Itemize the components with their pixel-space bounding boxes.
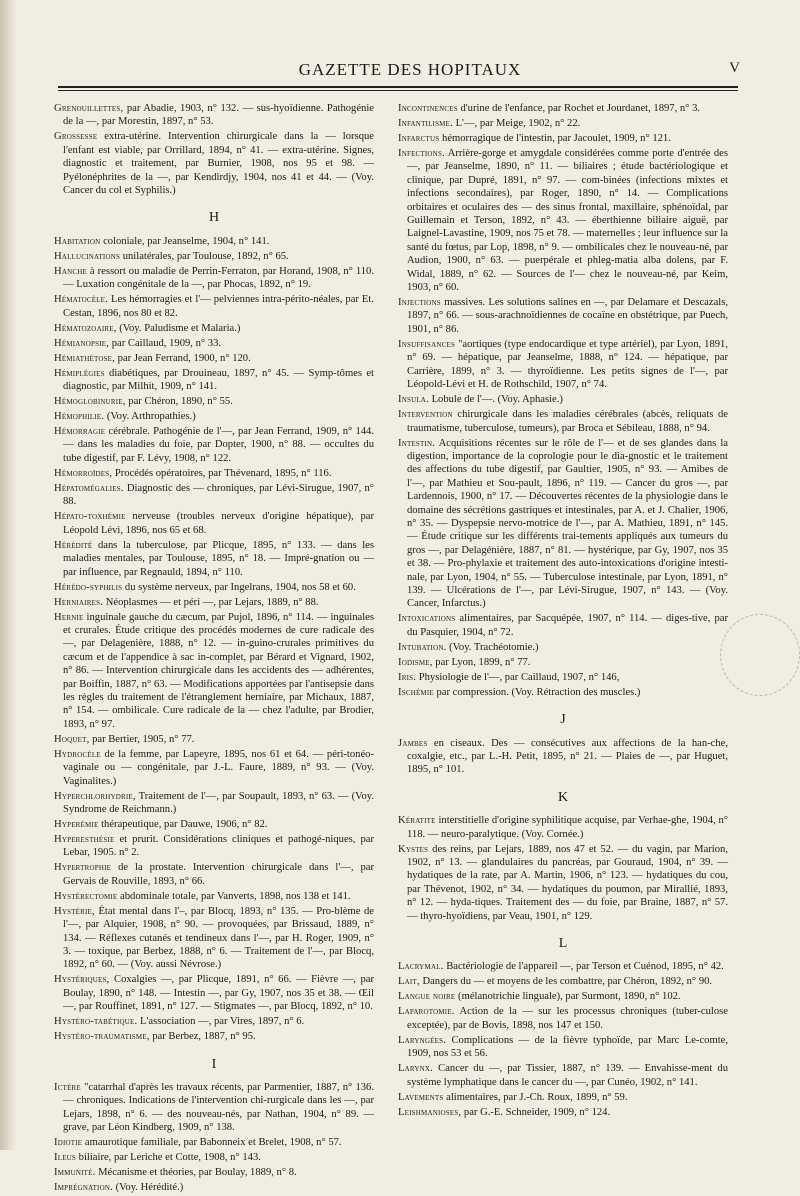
entry-text: abdominale totale, par Vanverts, 1898, nos 138 et 141. — [117, 890, 351, 902]
entry-text: Physiologie de l'—, par Caillaud, 1907, n° 146, — [416, 671, 620, 683]
index-entry — [54, 367, 374, 394]
entry-text: Dangers du — et moyens de les combattre, par Chéron, 1892, n° 90. — [419, 976, 713, 988]
header-rule — [58, 86, 738, 88]
index-entry — [398, 437, 728, 611]
index-entry — [398, 843, 728, 923]
entry-headword: Immunité. — [54, 1167, 96, 1179]
index-entry — [54, 905, 374, 972]
index-entry — [54, 1030, 374, 1043]
page-folio: V — [729, 60, 740, 76]
index-entry — [398, 393, 728, 406]
index-entry — [398, 296, 728, 336]
index-entry — [54, 833, 374, 860]
entry-headword: Iodisme, — [398, 656, 433, 668]
entry-text: Diagnostic des — chroniques, par Lévi-Sirugue, 1907, n° 88. — [63, 482, 374, 508]
left-column — [54, 102, 374, 1196]
entry-headword: Ictère — [54, 1082, 81, 1094]
section-letter: H — [208, 210, 220, 226]
entry-headword: Intubation. — [398, 641, 447, 653]
entry-text: Complications — de la fièvre typhoïde, par Marc Le-comte, 1909, nos 53 et 56. — [407, 1034, 728, 1060]
running-header — [80, 60, 740, 82]
entry-headword: Injections — [398, 297, 441, 309]
entry-headword: Hernie — [54, 611, 84, 623]
index-entry — [54, 352, 374, 365]
entry-text: et prurit. Considérations cliniques et pathogé-niques, par Lebar, 1905. n° 2. — [63, 833, 374, 859]
index-entry — [54, 337, 374, 350]
entry-text: par compression. (Voy. Rétraction des muscles.) — [433, 686, 641, 698]
entry-text: (Voy. Hérédité.) — [112, 1182, 184, 1194]
entry-headword: Hydrocèle — [54, 748, 101, 760]
index-entry — [398, 960, 728, 973]
index-entry — [54, 818, 374, 831]
entry-headword: Habitation — [54, 235, 101, 247]
index-entry — [54, 250, 374, 263]
entry-headword: Jambes — [398, 737, 428, 749]
entry-text: alimentaires, par J.-Ch. Roux, 1899, n° 59. — [443, 1091, 628, 1103]
index-entry — [54, 890, 374, 903]
entry-headword: Infantilisme. — [398, 118, 453, 129]
index-entry — [54, 1166, 374, 1179]
entry-text: par Bertier, 1905, n° 77. — [89, 733, 195, 745]
index-entry — [54, 539, 374, 579]
entry-headword: Iris. — [398, 671, 417, 683]
index-entry — [398, 102, 728, 115]
index-entry — [54, 482, 374, 509]
index-entry — [398, 686, 728, 699]
entry-headword: Herniaires. — [54, 596, 104, 608]
entry-text: par Chéron, 1890, n° 55. — [125, 396, 233, 408]
index-entry — [54, 1015, 374, 1028]
entry-text: unilatérales, par Toulouse, 1892, n° 65. — [120, 250, 289, 262]
entry-text: biliaire, par Leriche et Cotte, 1908, n° 143. — [76, 1152, 261, 1164]
index-entry — [54, 467, 374, 480]
index-entry — [54, 395, 374, 408]
index-entry — [398, 117, 728, 130]
entry-headword: Hémiplégies — [54, 367, 105, 379]
index-entry — [54, 425, 374, 465]
entry-headword: Kystes — [398, 843, 429, 855]
entry-text: Procédés opératoires, par Thévenard, 1895, n° 116. — [112, 467, 332, 479]
entry-headword: Langue noire — [398, 991, 456, 1003]
entry-headword: Laparotomie. — [398, 1006, 455, 1018]
header-rule-thin — [58, 90, 738, 91]
entry-text: par Berbez, 1887, n° 95. — [149, 1031, 256, 1043]
entry-text: Action de la — sur les processus chroniques (tuber-culose exceptée), par de Bovis, 1898, nos 147 et 150. — [407, 1006, 728, 1031]
entry-text: inguinale gauche du cæcum, par Pujol, 1896, n° 114. — inguinales et crurales. Étude critique des procédés modernes de cure radicale des —, par Delagenière, 1888, n° 12. — in-guino-crurales primitives du cæcum et de l'appendice à sac in-complet, par Bérard et Vignard, 1902, n° 86. — Intervention chirurgicale dans les accidents des — adhérentes, par Boiffin, 1887, n° 63. — Modifications apportées par l'antisepsie dans les règles du traitement de l'étranglement herniaire, par Michaux, 1887, n° 154. — ombilicale. Cure radicale de la — chez l'adulte, par Brodier, 1893, n° 97. — [63, 611, 374, 730]
entry-text: du système nerveux, par Ingelrans, 1904, nos 58 et 60. — [122, 581, 356, 593]
entry-headword: Intervention — [398, 409, 453, 421]
index-entry — [398, 612, 728, 639]
entry-text: Traitement de l'—, par Soupault, 1893, n° 63. — (Voy. Syndrome de Reichmann.) — [63, 790, 374, 815]
index-entry — [54, 748, 374, 788]
index-entry — [398, 132, 728, 145]
section-letter: K — [557, 789, 569, 805]
entry-headword: Hématocèle. — [54, 294, 108, 306]
entry-text: (Voy. Trachéotomie.) — [446, 641, 539, 653]
index-entry — [54, 581, 374, 594]
entry-headword: Imprégnation. — [54, 1182, 113, 1194]
entry-text: (Voy. Arthropathies.) — [104, 411, 196, 423]
right-column — [398, 102, 728, 1121]
entry-headword: Hyperémie — [54, 818, 99, 830]
index-entry — [54, 102, 374, 129]
entry-text: en ciseaux. Des — consécutives aux affections de la han-che, coxalgie, etc., par L.-H. Petit, 1895, n° 21. — Plaies de —, par Huguet, 1895, n° 101. — [407, 737, 728, 776]
entry-text: par Abadie, 1903, n° 132. — sus-hyoïdienne. Pathogénie de la —, par Morestin, 1897, n° 53. — [63, 103, 374, 128]
entry-text: Néoplasmes — et péri —, par Lejars, 1889, n° 88. — [103, 596, 319, 608]
entry-headword: Hémoglobinurie, — [54, 396, 126, 408]
entry-text: Lobule de l'—. (Voy. Aphasie.) — [428, 394, 563, 406]
entry-headword: Hémianopsie, — [54, 337, 110, 349]
entry-text: chirurgicale dans les maladies cérébrales (abcès, reliquats de traumatisme, tuberculose, tumeurs), par Broca et Sébileau, 1888, n° 94. — [407, 409, 728, 434]
index-entry — [54, 293, 374, 320]
entry-headword: Hypertrophie — [54, 862, 112, 874]
index-entry — [398, 1091, 728, 1104]
entry-headword: Insula. — [398, 394, 429, 406]
entry-text: par G.-E. Schneider, 1909, n° 124. — [461, 1106, 611, 1118]
entry-text: massives. Les solutions salines en —, par Delamare et Descazals, 1897, n° 66. — sous-arachnoïdiennes de cocaïne en obstétrique, par Puech, 1901, n° 86. — [407, 297, 728, 335]
entry-headword: Lavements — [398, 1091, 444, 1103]
entry-headword: Hémiathétose, — [54, 352, 115, 364]
index-entry — [398, 1106, 728, 1119]
section-letter: I — [211, 1056, 217, 1072]
index-entry — [54, 973, 374, 1013]
entry-text: à ressort ou maladie de Perrin-Ferraton, par Horand, 1908, n° 110. — Luxation congénitale de la —, par Phocas, 1892, n° 19. — [63, 265, 374, 291]
index-entry — [398, 1005, 728, 1032]
entry-text: "aortiques (type endocardique et type artériel), par Lyon, 1891, n° 69. — hépatique, par Jeanselme, 1888, n° 124. — hépatique, par Carrière, 1899, n° 3. — thyroïdienne. Les petits signes de l'—, par Léopold-Lévi et H. de Rothschild, 1907, n° 74. — [407, 338, 728, 391]
entry-text: amaurotique familiale, par Babonneix et Brelet, 1908, n° 57. — [82, 1137, 342, 1149]
section-letter: L — [558, 936, 568, 952]
index-entry — [398, 408, 728, 435]
index-entry — [54, 265, 374, 292]
entry-headword: Hérédo-syphilis — [54, 581, 123, 593]
index-entry — [54, 235, 374, 248]
index-entry — [54, 1136, 374, 1149]
entry-headword: Hyperesthésie — [54, 833, 115, 845]
entry-text: Bactériologie de l'appareil —, par Terson et Cuénod, 1895, n° 42. — [443, 961, 724, 973]
entry-headword: Hystéro-traumatisme, — [54, 1031, 150, 1043]
entry-headword: Hallucinations — [54, 250, 121, 262]
entry-text: de la prostate. Intervention chirurgicale dans l'—, par Gervais de Rouville, 1893, n° 66. — [63, 862, 374, 887]
index-entry — [398, 990, 728, 1003]
entry-text: de la femme, par Lapeyre, 1895, nos 61 et 64. — péri-tonéo-vaginale ou — congénitale, par J.-L. Faure, 1889, n° 93. — (Voy. Vaginalites.) — [63, 748, 374, 787]
index-entry — [398, 737, 728, 777]
entry-headword: Hémorragie — [54, 426, 106, 438]
entry-text: "catarrhal d'après les travaux récents, par Parmentier, 1887, n° 136. — chroniques. Indications de l'intervention chi-rurgicale dans les —, par Lejars, 1898, n° 6. — des nouveau-nés, par Nathan, 1904, n° 89. — grave, par Léon Kindberg, 1909, n° 138. — [63, 1082, 374, 1134]
entry-text: Mécanisme et théories, par Boulay, 1889, n° 8. — [95, 1167, 297, 1179]
entry-text: extra-utérine. Intervention chirurgicale dans la — lorsque l'enfant est viable, par Orrillard, 1894, n° 41. — extra-utérine. Signes, diagnostic et traitement, par Burnier, 1908, nos 95 et 98. — Pyélonéphrites de la —, par Kendirdjy, 1904, nos 41 et 44. — (Voy. Cancer du col et Syphilis.) — [63, 131, 374, 197]
entry-headword: Hépato-toxhémie — [54, 511, 126, 523]
index-entry — [398, 814, 728, 841]
entry-headword: Ischémie — [398, 686, 434, 698]
index-entry — [398, 1034, 728, 1061]
index-entry — [398, 147, 728, 294]
entry-headword: Incontinences — [398, 103, 458, 114]
entry-text: hémorragique de l'intestin, par Jacoulet, 1909, n° 121. — [439, 133, 671, 144]
index-entry — [398, 656, 728, 669]
index-entry — [398, 975, 728, 988]
entry-text: Cancer du —, par Tissier, 1887, n° 139. — Envahisse-ment du système lymphatique dans le cancer du —, par Cunéo, 1902, n° 141. — [407, 1063, 728, 1088]
entry-text: coloniale, par Jeanselme, 1904, n° 141. — [100, 235, 270, 247]
entry-text: par Lyon, 1899, n° 77. — [432, 656, 531, 668]
entry-headword: Infections. — [398, 148, 445, 159]
index-entry — [54, 322, 374, 335]
entry-text: L'association —, par Vires, 1897, n° 6. — [137, 1016, 305, 1028]
index-entry — [54, 790, 374, 817]
page-edge-shadow — [0, 0, 16, 1150]
entry-headword: Kératite — [398, 815, 436, 827]
entry-text: interstitielle d'origine syphilitique acquise, par Verhae-ghe, 1904, n° 118. — neuro-paralytique. (Voy. Cornée.) — [407, 815, 728, 840]
entry-headword: Hanche — [54, 265, 87, 277]
index-entry — [54, 596, 374, 609]
entry-text: Les hémorragies et l'— pelviennes intra-périto-néales, par Et. Cestan, 1896, nos 80 et 82. — [63, 294, 374, 319]
entry-headword: Grenouillettes, — [54, 103, 124, 114]
entry-headword: Lait, — [398, 976, 420, 988]
entry-text: cérébrale. Pathogénie de l'—, par Jean Ferrand, 1909, n° 144. — dans les maladies du foie, par Dopter, 1900, n° 88. — occultes du tube digestif, par F. Lévy, 1908, n° 122. — [63, 426, 374, 464]
entry-headword: Intoxications — [398, 613, 456, 625]
index-entry — [54, 1081, 374, 1135]
entry-text: État mental dans l'–, par Blocq, 1893, n° 135. — Pro-blème de l'—, par Alquier, 1908, n° 90. — provoquées, par Brissaud, 1889, n° 134. — Réflexes cutanés et tendineux dans l'—, par H. Roger, 1909, n° 3. — toxique, par Berbez, 1888, n° 6. — Traitement de l'—, par Blocq, 1892, n° 60. — (Voy. aussi Névrose.) — [63, 905, 374, 971]
entry-text: alimentaires, par Sacquépée, 1907, n° 114. — diges-tive, par du Pasquier, 1904, n° 72. — [407, 613, 728, 638]
entry-text: dans la tuberculose, par Plicque, 1895, n° 133. — dans les maladies mentales, par Toulouse, 1895, n° 18. — Impré-gnation ou — par influence, par Regnauld, 1894, n° 110. — [63, 539, 374, 578]
journal-title: GAZETTE DES HOPITAUX — [298, 60, 522, 79]
entry-text: (Voy. Paludisme et Malaria.) — [116, 322, 241, 334]
entry-text: thérapeutique, par Dauwe, 1906, n° 82. — [98, 818, 268, 830]
entry-headword: Hémophilie. — [54, 411, 105, 423]
entry-headword: Leishmanioses, — [398, 1106, 462, 1118]
entry-text: par Caillaud, 1909, n° 33. — [109, 337, 222, 349]
entry-headword: Hémorroïdes, — [54, 467, 113, 479]
entry-headword: Hystériques, — [54, 974, 110, 986]
index-entry — [398, 338, 728, 392]
entry-text: nerveuse (troubles nerveux d'origine hépatique), par Léopold Lévi, 1896, nos 65 et 68. — [63, 511, 374, 536]
entry-headword: Insuffisances — [398, 338, 456, 350]
entry-text: Acquisitions récentes sur le rôle de l'— et de ses glandes dans la digestion, importance de la coprologie pour le dia-gnostic et le traitement des affections du tube digestif, par Gaultier, 1905, n° 93. — Amibes de l'—, par Mathieu et Sou-pault, 1896, n° 119. — Cancer du gros —, par Lardennois, 1900, n° 17. — Découvertes récentes de la physiologie dans le domaine des sécrétions gastriques et intestinales, par A. et J. Chalier, 1906, n° 35. — Dyspepsie nervo-motrice de l'—, par A. Mathieu, 1891, n° 145. — Étude critique sur les différents trai-tements appliqués aux tumeurs du gros —, par Delagénière, 1887, n° 81. — hystérique, par Gy, 1907, nos 35 et 38. — Pro-phylaxie et traitement des auto-intoxications d'origine intesti-nale, par Lyon, 1904, n° 55. — Tuberculose intestinale, par Lyon, 1891, n° 139. — Ulcérations de l'—, par Lévi-Sirugue, 1907, n° 143. — (Voy. Cancer, Infarctus.) — [407, 437, 728, 610]
entry-headword: Hystéro-tabétique. — [54, 1016, 138, 1028]
entry-headword: Hoquet, — [54, 733, 90, 745]
index-entry — [54, 130, 374, 197]
entry-headword: Larynx. — [398, 1063, 434, 1075]
entry-headword: Ileus — [54, 1152, 77, 1164]
index-entry — [54, 410, 374, 423]
entry-text: Coxalgies —, par Plicque, 1891, n° 66. — Fièvre —, par Boulay, 1890, n° 148. — Intestin —, par Gy, 1907, nos 35 et 38. — Œil —, par Rouffinet, 1891, n° 127. — Stigmates —, par Blocq, 1892, n° 10. — [63, 974, 374, 1013]
section-letter: J — [560, 712, 566, 728]
entry-headword: Laryngées. — [398, 1034, 447, 1046]
entry-headword: Lacrymal. — [398, 961, 444, 973]
entry-headword: Hyperchlorhydrie, — [54, 790, 136, 802]
index-entry — [54, 1151, 374, 1164]
entry-headword: Idiotie — [54, 1137, 83, 1149]
entry-headword: Hystérie, — [54, 905, 95, 917]
entry-headword: Hématozoaire, — [54, 322, 117, 334]
index-entry — [398, 641, 728, 654]
entry-text: par Jean Ferrand, 1900, n° 120. — [115, 352, 251, 364]
index-entry — [54, 510, 374, 537]
entry-headword: Infarctus — [398, 133, 440, 144]
index-entry — [54, 611, 374, 732]
index-entry — [54, 1181, 374, 1194]
index-entry — [398, 671, 728, 684]
entry-text: diabétiques, par Drouineau, 1897, n° 45. — Symp-tômes et diagnostic, par Milhit, 1909, n° 141. — [63, 367, 374, 393]
entry-text: d'urine de l'enfance, par Rochet et Jourdanet, 1897, n° 3. — [457, 103, 701, 114]
index-entry — [54, 733, 374, 746]
entry-text: Arrière-gorge et amygdale considérées comme porte d'entrée des —, par Jeanselme, 1890, n° 11. — biliaires ; étude bactériologique et clinique, par Dupré, 1891, n° 97. — com-binées (infections mixtes et infections secondaires), par Roger, 1890, n° 14. — Complications orbitaires et oculaires des — des sinus frontal, maxillaire, sphénoïdal, par Guillemain et Terson, 1892, n° 43. — éberthienne biliaire aiguë, par Laignel-Lavastine, 1909, nos 75 et 78. — maternelles ; leur influence sur la santé du fœtus, par Lop, 1898, n° 9. — ombilicales chez le nouveau-né, par Audion, 1900, n° 63. — puerpérale et phleg-matia alba dolens, par F. Widal, 1889, n° 62. — Sources de l'— chez le nouveau-né, par Keim, 1903, n° 60. — [407, 148, 728, 294]
entry-text: L'—, par Meige, 1902, n° 22. — [452, 118, 581, 129]
entry-headword: Hystérectomie — [54, 890, 118, 902]
library-stamp — [720, 614, 800, 696]
entry-headword: Hépatomégalies. — [54, 482, 124, 494]
entry-text: des reins, par Lejars, 1889, nos 47 et 52. — du vagin, par Marion, 1902, n° 13. — glandulaires du pancréas, par Gouraud, 1904, n° 39. — hydatiques de la rate, par A. Martin, 1906, n° 123. — hydatiques du cou, par Thévenot, 1902, n° 34. — hydatiques du poumon, par Mirallié, 1893, n° 12. — hyda-tiques. Traitement des — du foie, par Braine, 1887, n° 57. — thyro-hyoïdiens, par Veau, 1901, n° 129. — [407, 843, 728, 922]
entry-headword: Intestin. — [398, 437, 436, 449]
entry-text: (mélanotrichie linguale), par Surmont, 1890, n° 102. — [455, 991, 681, 1003]
index-entry — [398, 1062, 728, 1089]
entry-headword: Hérédité — [54, 539, 93, 551]
entry-headword: Grossesse — [54, 131, 98, 143]
index-entry — [54, 861, 374, 888]
